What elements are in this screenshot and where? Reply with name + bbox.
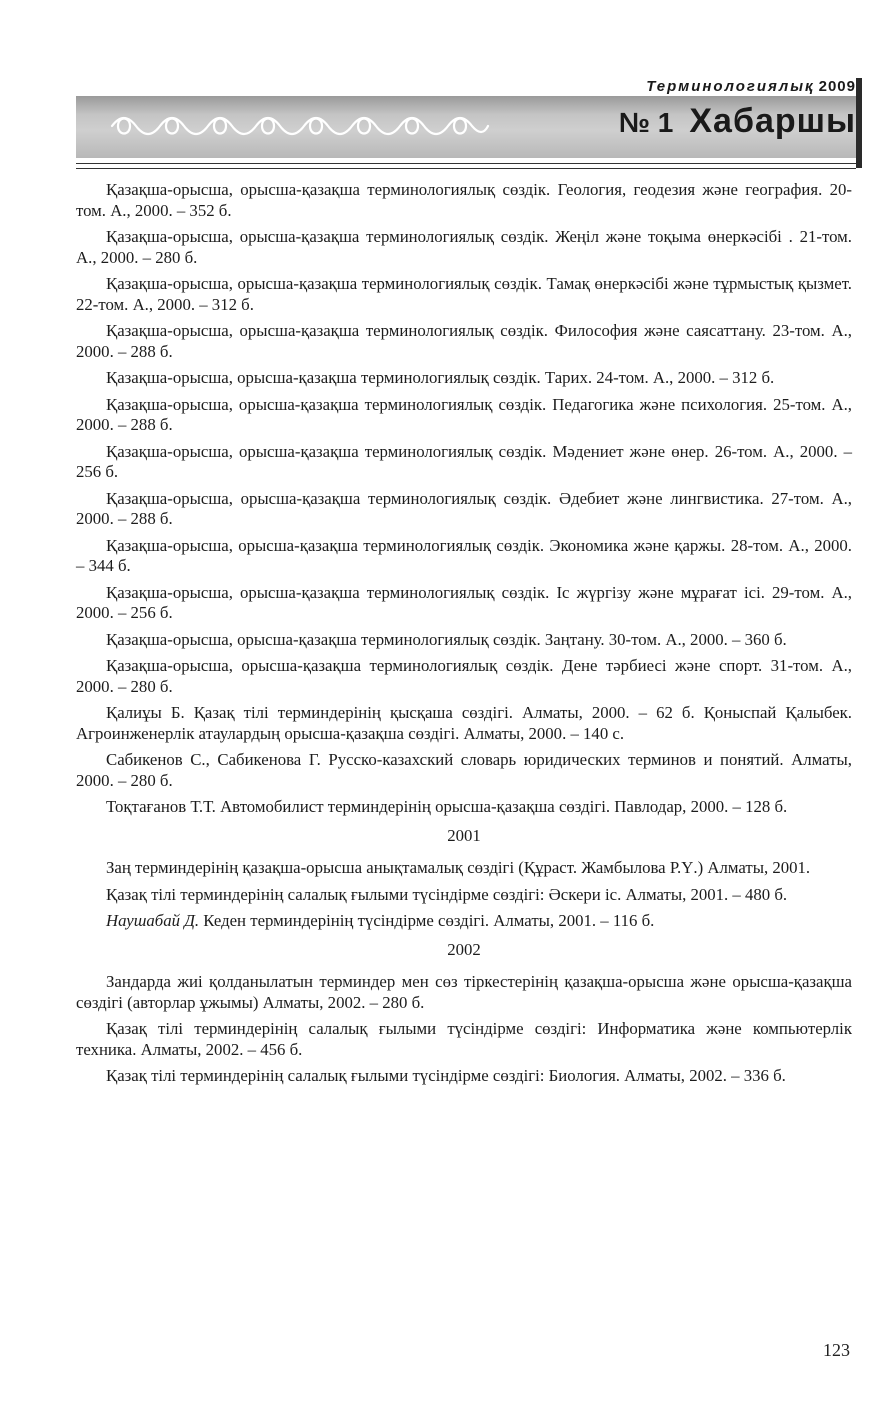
entry-author: Наушабай Д. — [106, 911, 200, 930]
list-item: Қазақша-орысша, орысша-қазақша терминологиялық сөздік. Әдебиет және лингвистика. 27-том. А., 2000. – 288 б. — [76, 488, 852, 528]
journal-title: Хабаршы — [689, 102, 856, 140]
list-item: Қазақша-орысша, орысша-қазақша терминологиялық сөздік. Заңтану. 30-том. А., 2000. – 360 б. — [106, 629, 787, 649]
list-item: Қазақ тілі терминдерінің салалық ғылыми түсіндірме сөздігі: Информатика және компьютерлік техника. Алматы, 2002. – 456 б. — [76, 1019, 852, 1059]
list-item: Қазақша-орысша, орысша-қазақша терминологиялық сөздік. Жеңіл және тоқыма өнеркәсібі . 21-том. А., 2000. – 280 б. — [76, 227, 852, 267]
list-item: Сабикенов С., Сабикенова Г. Русско-казахский словарь юридических терминов и понятий. Алматы, 2000. – 280 б. — [76, 750, 852, 790]
list-item: Қазақша-орысша, орысша-қазақша терминологиялық сөздік. Дене тәрбиесі және спорт. 31-том. А., 2000. – 280 б. — [76, 656, 852, 696]
list-item: Зандарда жиі қолданылатын терминдер мен сөз тіркестерінің қазақша-орысша және орысша-қазақша сөздігі (авторлар ұжымы) Алматы, 2002. – 280 б. — [76, 972, 852, 1012]
list-item: Қазақ тілі терминдерінің салалық ғылыми түсіндірме сөздігі: Әскери іс. Алматы, 2001. – 480 б. — [106, 884, 788, 904]
list-item: Қазақша-орысша, орысша-қазақша терминологиялық сөздік. Философия және саясаттану. 23-том. А., 2000. – 288 б. — [76, 321, 852, 361]
journal-year: 2009 — [818, 78, 856, 95]
year-heading-2002: 2002 — [447, 939, 481, 959]
issue-number: № 1 — [618, 107, 674, 138]
header-side-bar — [856, 78, 862, 168]
list-item — [76, 911, 852, 932]
list-item: Заң терминдерінің қазақша-орысша анықтамалық сөздігі (Құраст. Жамбылова Р.Ү.) Алматы, 2001. — [106, 858, 811, 877]
page-number: 123 — [823, 1340, 850, 1360]
bibliography-list — [76, 180, 852, 1093]
list-item: Тоқтағанов Т.Т. Автомобилист терминдерінің орысша-қазақша сөздігі. Павлодар, 2000. – 128 б. — [106, 797, 788, 816]
ornament-icon — [110, 104, 490, 148]
list-item: Қазақша-орысша, орысша-қазақша терминологиялық сөздік. Іс жүргізу және мұрағат ісі. 29-том. А., 2000. – 256 б. — [76, 582, 852, 622]
year-heading-2001: 2001 — [447, 825, 481, 845]
list-item: Қазақ тілі терминдерінің салалық ғылыми түсіндірме сөздігі: Биология. Алматы, 2002. – 336 б. — [106, 1066, 786, 1085]
list-item: Қалиұы Б. Қазақ тілі терминдерінің қысқаша сөздігі. Алматы, 2000. – 62 б. Қоныспай Қалыбек. Агроинженерлік атаулардың орысша-қазақша сөздігі. Алматы, 2000. – 140 с. — [76, 703, 852, 743]
list-item: Қазақша-орысша, орысша-қазақша терминологиялық сөздік. Тамақ өнеркәсібі және тұрмыстық қызмет. 22-том. А., 2000. – 312 б. — [76, 274, 852, 314]
list-item: Қазақша-орысша, орысша-қазақша терминологиялық сөздік. Мәдениет және өнер. 26-том. А., 2000. – 256 б. — [76, 441, 852, 481]
issue-title — [619, 102, 856, 141]
journal-name — [646, 78, 856, 95]
list-item: Қазақша-орысша, орысша-қазақша терминологиялық сөздік. Геология, геодезия және география. 20-том. А., 2000. – 352 б. — [76, 180, 852, 220]
header-rule — [76, 163, 856, 169]
list-item: Қазақша-орысша, орысша-қазақша терминологиялық сөздік. Педагогика және психология. 25-том. А., 2000. – 288 б. — [76, 394, 852, 434]
list-item: Қазақша-орысша, орысша-қазақша терминологиялық сөздік. Экономика және қаржы. 28-том. А., 2000. – 344 б. — [76, 535, 852, 575]
list-item: Қазақша-орысша, орысша-қазақша терминологиялық сөздік. Тарих. 24-том. А., 2000. – 312 б. — [106, 368, 775, 387]
entry-text: Кеден терминдерінің түсіндірме сөздігі. Алматы, 2001. – 116 б. — [199, 911, 655, 930]
journal-name-text: Терминологиялық — [646, 78, 815, 95]
